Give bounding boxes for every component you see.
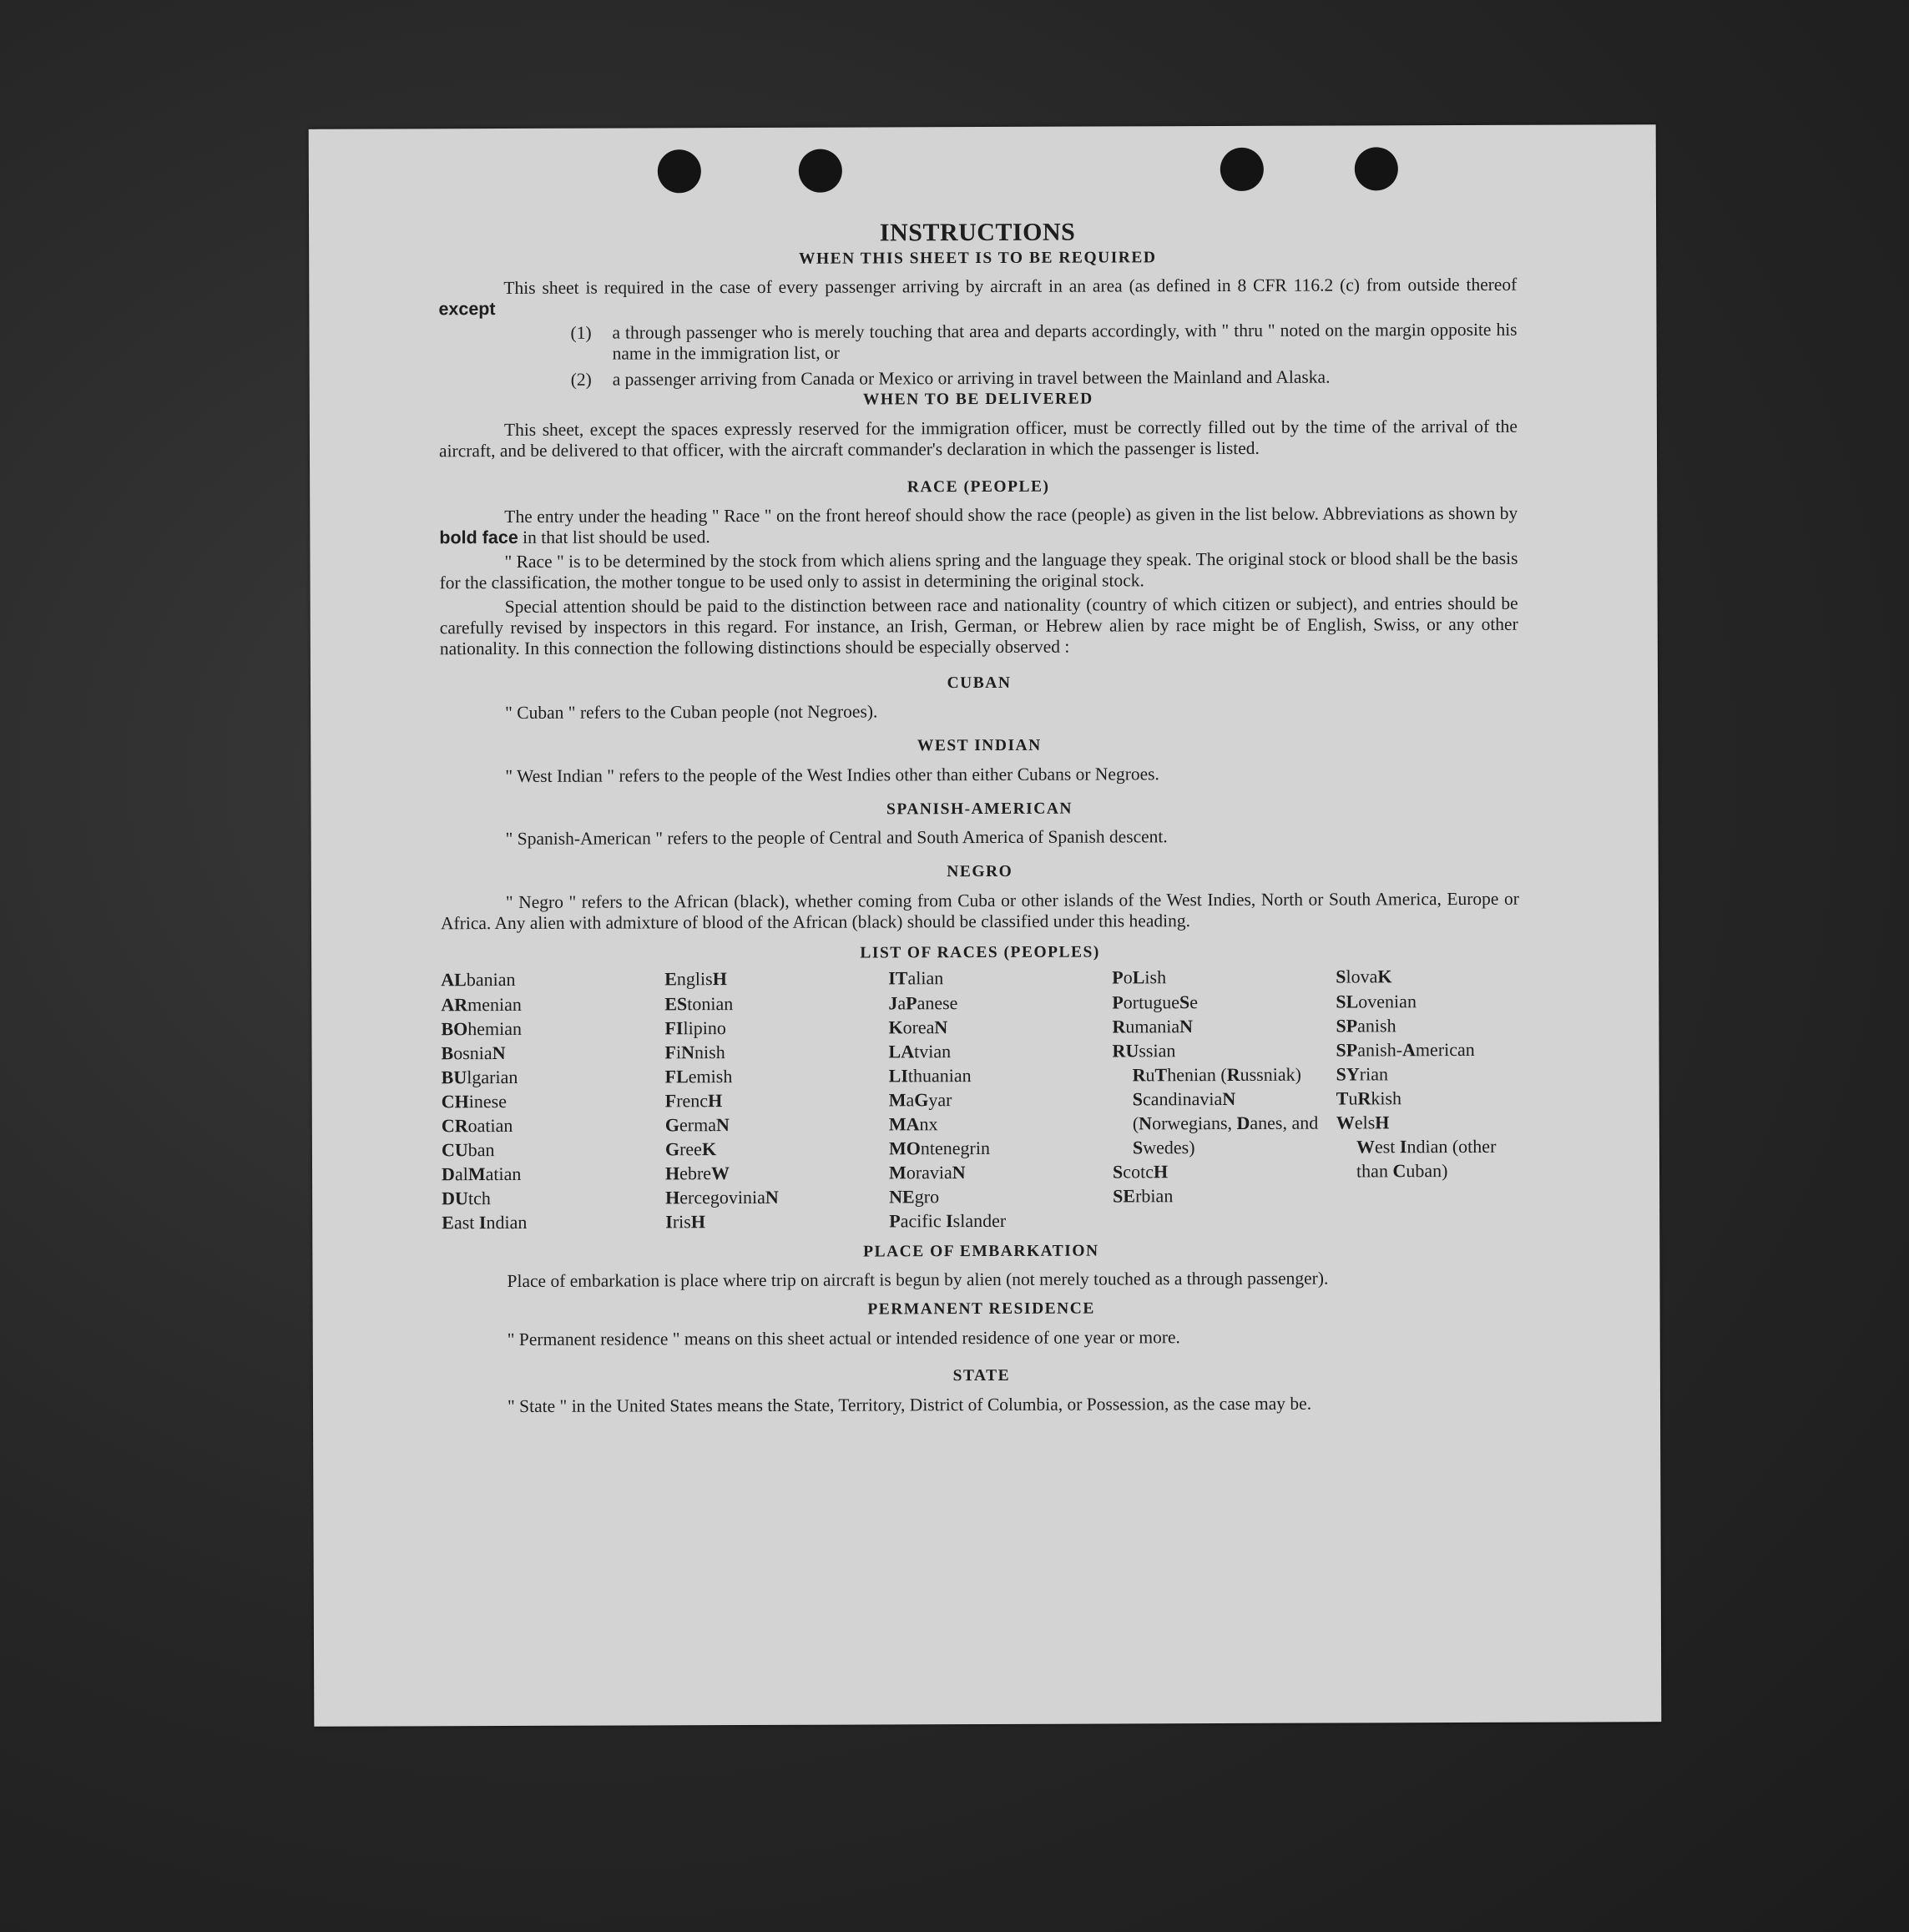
race-entry: BosniaN xyxy=(441,1042,506,1063)
races-column xyxy=(1336,964,1520,1231)
paragraph-state: " State " in the United States means the State, Territory, District of Columbia, or Possession, as the case may be. xyxy=(507,1393,1312,1416)
race-entry: NEgro xyxy=(889,1185,940,1208)
race-entry: DUtch xyxy=(442,1187,491,1209)
heading-when-delivered: WHEN TO BE DELIVERED xyxy=(862,390,1093,409)
paragraph-when-required xyxy=(438,275,1517,320)
item-number: (2) xyxy=(570,369,592,390)
race-entry: HebreW xyxy=(664,1162,730,1184)
paragraph-race-1 xyxy=(439,503,1518,548)
race-entry: Pacific Islander xyxy=(889,1209,1007,1232)
race-entry: ScotcH xyxy=(1112,1160,1169,1183)
race-entry: BOhemian xyxy=(441,1017,523,1039)
race-entry: ScandinaviaN (Norwegians, Danes, and Swedes) xyxy=(1132,1087,1319,1158)
race-entry: RumaniaN xyxy=(1112,1015,1194,1037)
race-entry: JaPanese xyxy=(888,991,958,1013)
paragraph-when-delivered: This sheet, except the spaces expressly reserved for the immigration officer, must be correctly filled out by the time of the arrival of the aircraft, and be delivered to that officer, with the aircraft commander's declaration in which the passenger is listed. xyxy=(438,416,1518,461)
race-entry: SPanish-American xyxy=(1336,1038,1475,1061)
race-entry: SPanish xyxy=(1336,1014,1396,1037)
instructions-body xyxy=(438,217,1521,1417)
race-entry: SlovaK xyxy=(1336,966,1392,988)
paragraph-race-2: " Race " is to be determined by the stock from which aliens spring and the language they speak. The original stock or blood shall be the basis for the classification, the mother tongue to be used only to assist in determining the original stock. xyxy=(439,547,1518,593)
race-entry: West Indian (other than Cuban) xyxy=(1356,1135,1497,1182)
paragraph-spanish-american: " Spanish-American " refers to the people of Central and South America of Spanish descent. xyxy=(505,826,1168,850)
race-entry: GreeK xyxy=(664,1138,717,1160)
heading-negro: NEGRO xyxy=(947,863,1013,881)
punch-hole xyxy=(1220,148,1264,191)
race-entry: East Indian xyxy=(442,1211,528,1233)
race-entry: KoreaN xyxy=(888,1016,948,1037)
heading-cuban: CUBAN xyxy=(947,673,1012,692)
race-entry: BUlgarian xyxy=(441,1066,518,1087)
race-entry: CRoatian xyxy=(441,1114,513,1136)
list-item xyxy=(571,366,1518,391)
page-title: INSTRUCTIONS xyxy=(879,218,1076,247)
race-entry: FiNnish xyxy=(664,1041,725,1062)
race-entry: IrisH xyxy=(665,1210,705,1233)
race-entry: EStonian xyxy=(664,992,734,1014)
paragraph-residence: " Permanent residence " means on this sheet actual or intended residence of one year or more. xyxy=(507,1327,1180,1349)
race-entry: SLovenian xyxy=(1336,990,1417,1012)
paragraph-negro: " Negro " refers to the African (black), whether coming from Cuba or other islands of the West Indies, North or South America, Europe or Africa. Any alien with admixture of blood of the African (black) should be classified under this heading. xyxy=(440,888,1519,934)
race-entry: HercegoviniaN xyxy=(665,1186,779,1208)
race-entry: MAnx xyxy=(888,1112,938,1135)
race-entry: PortugueSe xyxy=(1112,991,1199,1012)
race-entry: CUban xyxy=(441,1138,495,1160)
punch-hole xyxy=(658,149,701,193)
paragraph-west-indian: " West Indian " refers to the people of the West Indies other than either Cubans or Negroes. xyxy=(505,764,1159,786)
race-entry: CHinese xyxy=(441,1090,508,1112)
race-entry: PoLish xyxy=(1112,966,1167,988)
paragraph-cuban: " Cuban " refers to the Cuban people (not Negroes). xyxy=(505,701,878,724)
heading-embarkation: PLACE OF EMBARKATION xyxy=(863,1242,1099,1261)
text-span: in that list should be used. xyxy=(523,527,710,548)
heading-residence: PERMANENT RESIDENCE xyxy=(867,1299,1095,1319)
heading-spanish-american: SPANISH-AMERICAN xyxy=(886,800,1073,819)
race-entry: ARmenian xyxy=(441,993,522,1015)
race-entry: FrencH xyxy=(664,1089,723,1111)
race-entry: TuRkish xyxy=(1336,1087,1402,1109)
race-entry: DalMatian xyxy=(441,1163,522,1185)
list-item xyxy=(570,320,1517,365)
paragraph-embarkation: Place of embarkation is place where trip on aircraft is begun by alien (not merely touched as a through passenger). xyxy=(507,1269,1329,1292)
races-column xyxy=(888,966,1113,1233)
races-column xyxy=(1112,965,1336,1232)
race-entry: RUssian xyxy=(1112,1039,1176,1062)
text-span: The entry under the heading " Race " on the front hereof should show the race (people) as given in the list below. Abbreviations as shown by xyxy=(504,502,1518,527)
heading-when-required: WHEN THIS SHEET IS TO BE REQUIRED xyxy=(798,249,1157,268)
race-entry: ALbanian xyxy=(441,969,516,991)
race-entry: RuThenian (Russniak) xyxy=(1132,1063,1301,1085)
race-entry: EnglisH xyxy=(664,968,727,990)
race-entry: MoraviaN xyxy=(888,1161,966,1183)
document-page xyxy=(309,124,1662,1727)
race-entry: WelsH xyxy=(1336,1111,1390,1133)
race-entry: LAtvian xyxy=(888,1040,952,1062)
race-entry: SErbian xyxy=(1113,1184,1174,1207)
race-entry: ITalian xyxy=(888,967,944,989)
races-column xyxy=(664,966,889,1233)
bold-text: bold face xyxy=(439,527,518,548)
heading-list-of-races: LIST OF RACES (PEOPLES) xyxy=(860,943,1100,962)
punch-hole xyxy=(799,149,842,193)
race-entry: SYrian xyxy=(1336,1062,1389,1085)
bold-text: except xyxy=(438,299,496,320)
races-column xyxy=(441,967,665,1234)
races-list xyxy=(441,964,1520,1234)
item-text: a through passenger who is merely touching that area and departs accordingly, with " thru " noted on the margin opposite his name in the immigration list, or xyxy=(612,320,1518,364)
heading-state: STATE xyxy=(952,1366,1011,1385)
race-entry: FLemish xyxy=(664,1065,733,1087)
heading-west-indian: WEST INDIAN xyxy=(917,737,1042,755)
heading-race: RACE (PEOPLE) xyxy=(907,477,1050,496)
item-number: (1) xyxy=(570,322,592,344)
race-entry: FIlipino xyxy=(664,1016,726,1038)
race-entry: MaGyar xyxy=(888,1088,952,1111)
paragraph-race-3: Special attention should be paid to the distinction between race and nationality (country of which citizen or subject), and entries should be carefully revised by inspectors in this regard. For instance, an Irish, German, or Hebrew alien by race might be of English, Swiss, or any other nationality. In this connection the following distinctions should be especially observed : xyxy=(439,593,1518,659)
race-entry: LIthuanian xyxy=(888,1064,972,1087)
item-text: a passenger arriving from Canada or Mexico or arriving in travel between the Mainland and Alaska. xyxy=(612,366,1331,390)
punch-hole xyxy=(1355,147,1398,190)
text-span: This sheet is required in the case of every passenger arriving by aircraft in an area (as defined in 8 CFR 116.2 (c) from outside thereof xyxy=(503,275,1518,299)
race-entry: GermaN xyxy=(664,1113,730,1136)
race-entry: MOntenegrin xyxy=(888,1137,990,1159)
